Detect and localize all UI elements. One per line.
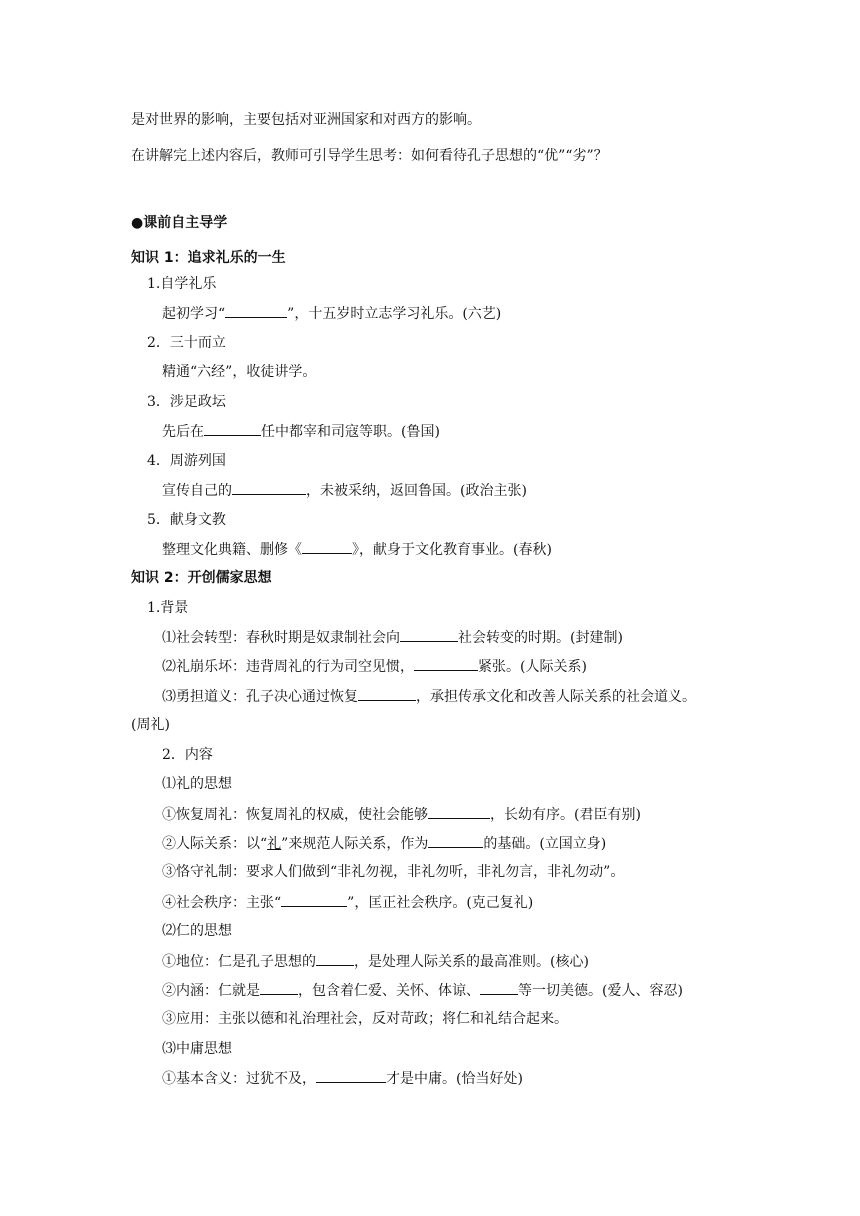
fill-blank[interactable] — [428, 804, 490, 819]
ren-1: ①地位：仁是孔子思想的 ，是处理人际关系的最高准则。(核心) — [162, 951, 589, 972]
ren-3: ③应用：主张以德和礼治理社会，反对苛政；将仁和礼结合起来。 — [162, 1011, 568, 1027]
fill-blank[interactable] — [358, 686, 416, 701]
li-2: ②人际关系：以“礼”来规范人际关系，作为 的基础。(立国立身) — [162, 833, 606, 854]
li-heading: ⑴礼的思想 — [162, 776, 232, 792]
k2-bg1: ⑴社会转型：春秋时期是奴隶制社会向 社会转变的时期。(封建制) — [162, 627, 623, 648]
k1-item5-heading: 5．献身文教 — [147, 512, 226, 528]
k1-item1-text: 起初学习“ ”，十五岁时立志学习礼乐。(六艺) — [162, 303, 501, 324]
ren-heading: ⑵仁的思想 — [162, 923, 232, 939]
k2-bg2: ⑵礼崩乐坏：违背周礼的行为司空见惯， 紧张。(人际关系) — [162, 656, 587, 677]
k1-item1-heading: 1.自学礼乐 — [147, 276, 217, 292]
k2-background-heading: 1.背景 — [147, 600, 189, 616]
fill-blank[interactable] — [204, 421, 261, 436]
ren-2: ②内涵：仁就是 ，包含着仁爱、关怀、体谅、 等一切美德。(爱人、容忍) — [162, 980, 683, 1001]
section-heading: ●课前自主导学 — [131, 215, 228, 231]
li-3: ③恪守礼制：要求人们做到“非礼勿视，非礼勿听，非礼勿言，非礼勿动”。 — [162, 864, 625, 880]
k1-item5-text: 整理文化典籍、删修《 》，献身于文化教育事业。(春秋) — [162, 539, 552, 560]
fill-blank[interactable] — [316, 1068, 386, 1083]
fill-blank[interactable] — [480, 980, 518, 995]
fill-blank[interactable] — [260, 980, 298, 995]
fill-blank[interactable] — [414, 656, 478, 671]
k1-item3-text: 先后在 任中都宰和司寇等职。(鲁国) — [162, 421, 440, 442]
k1-title: 知识 1：追求礼乐的一生 — [131, 250, 286, 266]
k2-title: 知识 2：开创儒家思想 — [131, 570, 272, 586]
k1-item4-heading: 4．周游列国 — [147, 453, 226, 469]
fill-blank[interactable] — [225, 303, 287, 318]
intro-paragraph-2: 在讲解完上述内容后，教师可引导学生思考：如何看待孔子思想的“优”“劣”？ — [131, 148, 608, 164]
fill-blank[interactable] — [400, 627, 458, 642]
k1-item4-text: 宣传自己的 ，未被采纳，返回鲁国。(政治主张) — [162, 480, 527, 501]
fill-blank[interactable] — [232, 480, 306, 495]
zhongyong-1: ①基本含义：过犹不及， 才是中庸。(恰当好处) — [162, 1068, 523, 1089]
li-4: ④社会秩序：主张“ ”，匡正社会秩序。(克己复礼) — [162, 892, 533, 913]
fill-blank[interactable] — [316, 951, 354, 966]
fill-blank[interactable] — [281, 892, 347, 907]
k2-bg3-continuation: (周礼) — [131, 717, 170, 733]
k2-content-heading: 2．内容 — [162, 747, 213, 763]
k1-item3-heading: 3．涉足政坛 — [147, 394, 226, 410]
zhongyong-heading: ⑶中庸思想 — [162, 1041, 232, 1057]
fill-blank[interactable] — [302, 539, 352, 554]
fill-blank[interactable] — [428, 833, 483, 848]
k1-item2-text: 精通“六经”，收徒讲学。 — [162, 364, 317, 380]
k1-item2-heading: 2．三十而立 — [147, 335, 226, 351]
li-1: ①恢复周礼：恢复周礼的权威，使社会能够 ，长幼有序。(君臣有别) — [162, 804, 641, 825]
intro-paragraph-1: 是对世界的影响，主要包括对亚洲国家和对西方的影响。 — [131, 112, 481, 128]
k2-bg3: ⑶勇担道义：孔子决心通过恢复 ，承担传承文化和改善人际关系的社会道义。 — [162, 686, 696, 707]
